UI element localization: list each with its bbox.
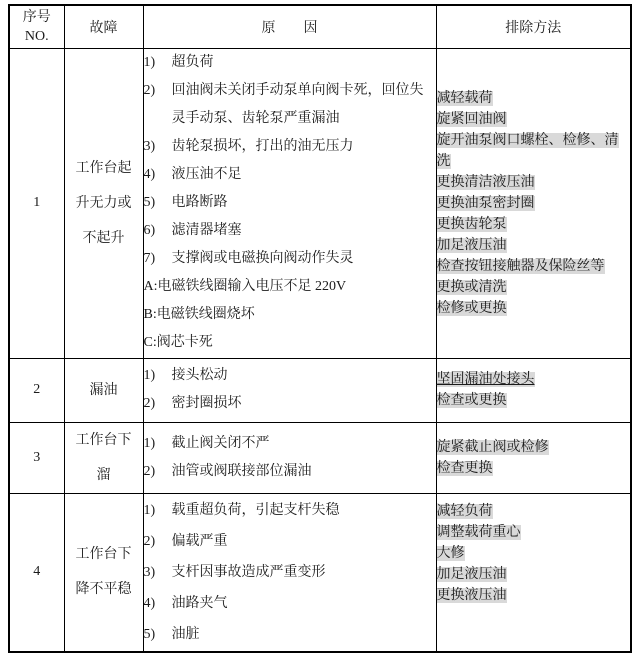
fault-cell [64,358,143,422]
remedy-text: 更换油泵密封圈 [436,195,535,211]
cause-text: 油管或阀联接部位漏油 [171,463,312,479]
cause-item [144,526,436,557]
remedy-item [437,298,631,319]
cause-text: 接头松动 [171,368,228,383]
cause-number: 5) [143,626,156,642]
cause-item [144,49,436,77]
cause-text: 油脏 [171,626,200,642]
remedies-cell [436,422,631,493]
header-no-line2: NO. [24,28,49,44]
cause-number: 2) [143,396,156,411]
remedy-item [437,585,631,606]
remedy-text: 旋紧截止阀或检修 [436,439,549,455]
cause-text: 支撑阀或电磁换向阀动作失灵 [171,251,354,266]
cause-text: B:电磁铁线圈烧坏 [143,307,255,322]
causes-cell [143,358,436,422]
cause-item [144,133,436,161]
remedy-item [437,277,631,298]
cause-text: 密封圈损坏 [171,396,242,411]
cause-text: 支杆因事故造成严重变形 [171,564,326,580]
cause-item [144,245,436,273]
fault-line: 不起升 [82,230,125,246]
cause-item [144,390,436,418]
cause-text: A:电磁铁线圈输入电压不足 220V [143,279,347,294]
remedies-cell [436,358,631,422]
row-number: 3 [33,449,41,465]
remedy-item [437,193,631,214]
remedy-text: 检修或更换 [436,300,507,316]
remedy-item [437,390,631,411]
remedy-item [437,256,631,277]
remedy-text: 加足液压油 [436,566,507,582]
cause-item [144,430,436,458]
remedy-text: 更换或清洗 [436,279,507,295]
fault-cell [64,493,143,652]
remedy-item [437,214,631,235]
cause-number: 6) [143,223,156,238]
remedy-item [437,564,631,585]
remedy-item [437,522,631,543]
table-row [9,358,631,422]
row-number: 4 [33,564,41,580]
fault-line: 降不平稳 [75,582,132,598]
remedy-text: 检查按钮接触器及保险丝等 [436,258,605,274]
fault-line: 漏油 [89,382,118,398]
remedy-item [437,130,631,172]
remedy-text: 更换液压油 [436,587,507,603]
cause-text: 滤清器堵塞 [171,223,242,238]
table-row [9,493,631,652]
row-number: 1 [33,195,41,210]
row-number-cell [9,493,64,652]
cause-number: 4) [143,595,156,611]
remedies-cell [436,493,631,652]
cause-text: 电路断路 [171,195,228,210]
cause-number: 1) [143,55,156,70]
fault-line: 溜 [96,467,111,483]
remedy-text: 更换齿轮泵 [436,216,507,232]
cause-text: 载重超负荷，引起支杆失稳 [171,502,340,518]
cause-number: 3) [143,564,156,580]
cause-item [144,77,436,133]
fault-cell [64,422,143,493]
header-no-line1: 序号 [22,9,51,25]
header-cause-cell: 原 因 [143,5,436,48]
remedies-cell [436,48,631,358]
remedy-item [437,172,631,193]
remedy-text: 检查更换 [436,460,493,476]
cause-number: 2) [143,463,156,479]
cause-number: 2) [143,533,156,549]
table-header [9,5,631,48]
cause-text: 截止阀关闭不严 [171,435,270,451]
causes-cell [143,48,436,358]
fault-line: 工作台下 [75,547,132,563]
fault-cell [64,48,143,358]
remedy-text: 坚固漏油处接头 [436,372,535,387]
remedy-item [437,369,631,390]
cause-item [144,557,436,588]
table-row [9,48,631,358]
header-fault-cell: 故障 [64,5,143,48]
table-body [9,48,631,652]
cause-number: 3) [143,139,156,154]
cause-text: 超负荷 [171,55,214,70]
troubleshooting-table [8,4,632,653]
causes-cell [143,493,436,652]
remedy-item [437,109,631,130]
cause-item [144,189,436,217]
cause-text: C:阀芯卡死 [143,335,213,350]
fault-line: 工作台起 [75,160,132,176]
cause-number: 1) [143,435,156,451]
remedy-text: 减轻负荷 [436,503,493,519]
fault-line: 工作台下 [75,432,132,448]
cause-text: 齿轮泵损坏，打出的油无压力 [171,139,354,154]
cause-text: 油路夹气 [171,595,228,611]
table-row [9,422,631,493]
remedy-text: 减轻载荷 [436,90,493,106]
remedy-item [437,501,631,522]
cause-item [144,217,436,245]
cause-item [144,588,436,619]
cause-number: 7) [143,251,156,266]
remedy-text: 调整载荷重心 [436,524,521,540]
remedy-text: 检查或更换 [436,393,507,408]
remedy-text: 旋紧回油阀 [436,111,507,127]
fault-line: 升无力或 [75,195,132,211]
remedy-item [437,437,631,458]
remedy-text: 旋开油泵阀口螺栓、检修、清洗 [436,132,619,169]
remedy-item [437,88,631,109]
remedy-item [437,543,631,564]
remedy-item [437,235,631,256]
header-no-cell [9,5,64,48]
row-number-cell [9,422,64,493]
cause-number: 1) [143,368,156,383]
cause-item [144,458,436,486]
remedy-text: 更换清洁液压油 [436,174,535,190]
header-row [9,5,631,48]
cause-text: 液压油不足 [171,167,242,182]
row-number-cell [9,48,64,358]
causes-cell [143,422,436,493]
cause-number: 5) [143,195,156,210]
cause-number: 2) [143,83,156,98]
cause-item [144,495,436,526]
cause-number: 4) [143,167,156,182]
cause-text: 偏载严重 [171,533,228,549]
remedy-item [437,458,631,479]
header-remedy-cell: 排除方法 [436,5,631,48]
row-number: 2 [33,382,41,397]
remedy-text: 加足液压油 [436,237,507,253]
cause-item [144,329,436,357]
cause-item [144,161,436,189]
remedy-text: 大修 [436,545,465,561]
cause-number: 1) [143,502,156,518]
cause-item [144,301,436,329]
cause-text: 回油阀未关闭手动泵单向阀卡死，回位失灵手动泵、齿轮泵严重漏油 [171,83,424,126]
cause-item [144,362,436,390]
cause-item [144,619,436,650]
cause-item [144,273,436,301]
row-number-cell [9,358,64,422]
